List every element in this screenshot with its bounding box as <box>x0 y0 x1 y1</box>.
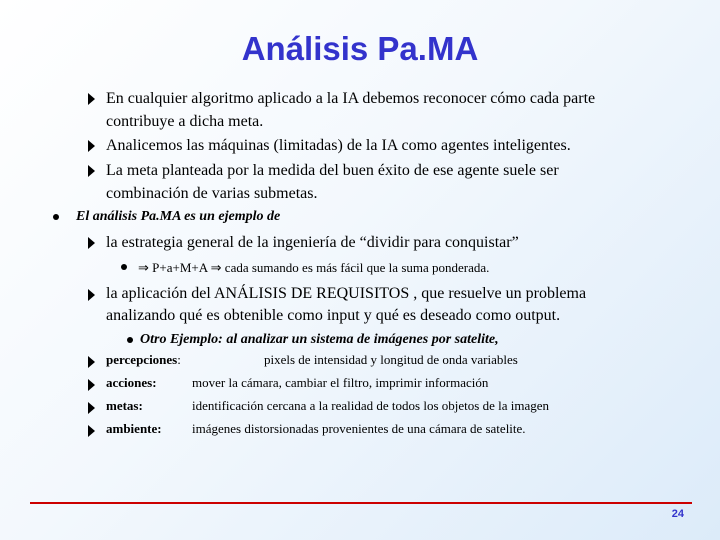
implies-arrow-icon: ⇒ <box>210 261 222 276</box>
definition-term: ambiente: <box>106 421 162 436</box>
triangle-bullet-icon <box>88 289 95 301</box>
definition-term: metas: <box>106 398 143 413</box>
dot-bullet-icon <box>53 214 59 220</box>
dot-bullet-icon <box>127 337 133 343</box>
bullet-3-line-2: combinación de varias submetas. <box>106 185 318 202</box>
triangle-bullet-icon <box>88 356 95 368</box>
triangle-bullet-icon <box>88 402 95 414</box>
bullet-3-line-1: La meta planteada por la medida del buen éxito de ese agente suele ser <box>106 162 559 179</box>
implies-arrow-icon: ⇒ <box>138 261 149 276</box>
triangle-bullet-icon <box>88 165 95 177</box>
triangle-bullet-icon <box>88 425 95 437</box>
bullet-2-line-1: Analicemos las máquinas (limitadas) de la IA como agentes inteligentes. <box>106 137 571 154</box>
definition-desc: imágenes distorsionadas provenientes de una cámara de satelite. <box>192 421 526 436</box>
triangle-bullet-icon <box>88 237 95 249</box>
bullet-1-line-1: En cualquier algoritmo aplicado a la IA debemos reconocer cómo cada parte <box>106 90 596 107</box>
definition-term: percepciones: <box>106 352 181 367</box>
definition-desc: mover la cámara, cambiar el filtro, imprimir información <box>192 375 489 390</box>
dot-bullet-icon <box>121 264 127 270</box>
definition-desc: pixels de intensidad y longitud de onda variables <box>264 352 518 367</box>
formula: P+a+M+A <box>152 260 208 275</box>
detail-text: cada sumando es más fácil que la suma ponderada. <box>224 260 490 275</box>
sub-bullet-2-line-1: la aplicación del ANÁLISIS DE REQUISITOS , que resuelve un problema <box>106 285 587 302</box>
triangle-bullet-icon <box>88 93 95 105</box>
triangle-bullet-icon <box>88 140 95 152</box>
definition-desc: identificación cercana a la realidad de todos los objetos de la imagen <box>192 398 549 413</box>
slide-title: Análisis Pa.MA <box>241 30 479 67</box>
sub-bullet-2-line-2: analizando qué es obtenible como input y qué es deseado como output. <box>106 307 561 324</box>
triangle-bullet-icon <box>88 379 95 391</box>
main-bullet-text: El análisis Pa.MA es un ejemplo de <box>76 209 281 224</box>
page-number: 24 <box>671 508 684 520</box>
footer-divider <box>30 502 692 504</box>
other-example-text: Otro Ejemplo: al analizar un sistema de imágenes por satelite, <box>140 332 499 347</box>
bullet-1-line-2: contribuye a dicha meta. <box>106 113 264 130</box>
definition-term: acciones: <box>106 375 157 390</box>
sub-bullet-1-text: la estrategia general de la ingeniería de “dividir para conquistar” <box>106 234 519 251</box>
detail-line <box>138 258 489 279</box>
